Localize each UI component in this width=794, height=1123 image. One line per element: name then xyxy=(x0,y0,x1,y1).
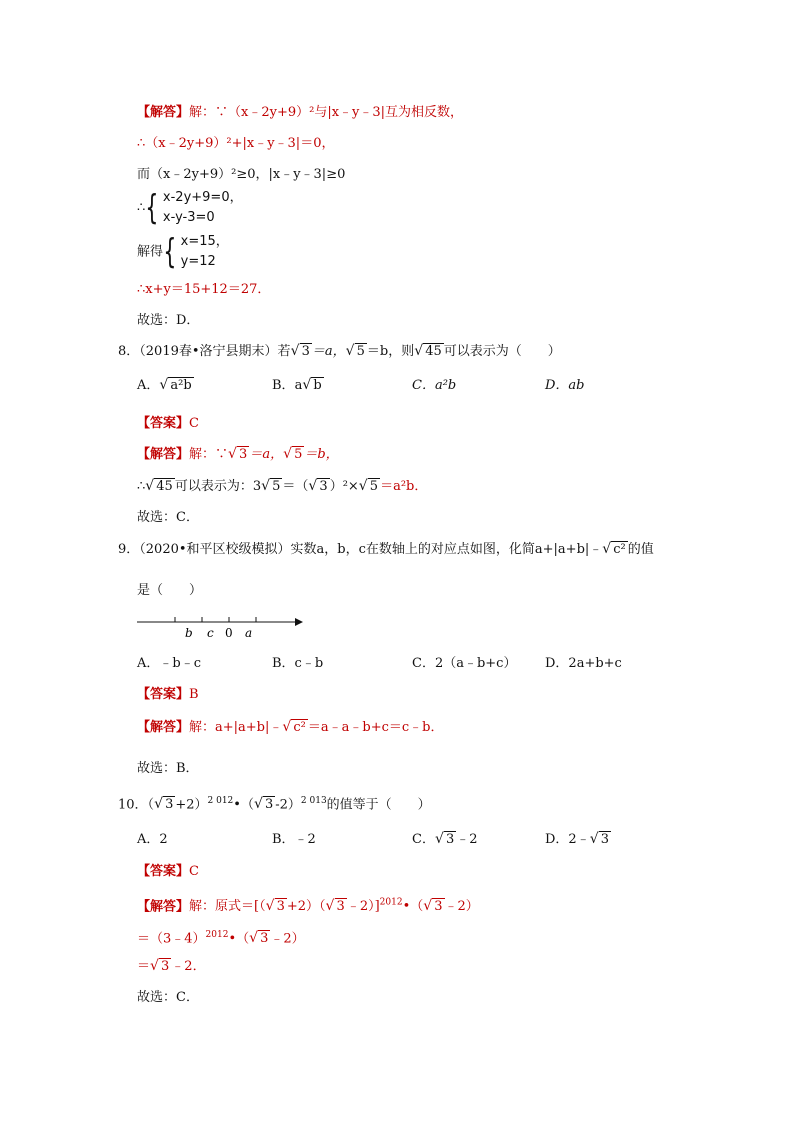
label-a: a xyxy=(245,626,253,640)
label-b: b xyxy=(185,626,193,640)
option-d: D．2a+b+c xyxy=(545,656,622,671)
q10-choose: 故选：C． xyxy=(137,990,199,1005)
option-d: D．ab xyxy=(545,378,585,393)
q7-solution-line2: ∴（x﹣2y+9）²+|x﹣y﹣3|＝0， xyxy=(137,136,335,151)
q10-answer: 【答案】C xyxy=(137,864,199,879)
q7-solution-line3: 而（x﹣2y+9）²≥0，|x﹣y﹣3|≥0 xyxy=(137,167,346,182)
sqrt-expr: √ 5 xyxy=(346,343,367,361)
option-a: A．﹣b﹣c xyxy=(137,656,201,671)
option-b: B．a√ b xyxy=(272,377,324,395)
equation: x=15 xyxy=(180,234,216,249)
q8-choose: 故选：C． xyxy=(137,510,199,525)
option-a: A．√ a²b xyxy=(137,377,194,395)
q8-solution-line2: ∴√ 45 可以表示为：3√ 5 ＝（√ 3 ）²×√ 5 ＝a²b． xyxy=(137,478,427,496)
label-c: c xyxy=(207,626,214,640)
q9-answer: 【答案】B xyxy=(137,687,199,702)
option-b: B．c﹣b xyxy=(272,656,324,671)
sqrt-expr: √ 3 xyxy=(291,343,312,361)
equation: x-y-3=0 xyxy=(162,210,215,225)
q7-choose: 故选：D． xyxy=(137,313,200,328)
q9-stem: 9．（2020•和平区校级模拟）实数a，b，c在数轴上的对应点如图，化简a+|a+b|﹣√ c² 的值 xyxy=(118,541,654,559)
q8-stem: 8．（2019春•洛宁县期末）若√ 3 ＝a，√ 5 ＝b，则√ 45 可以表示为（ ） xyxy=(118,343,561,361)
label-zero: 0 xyxy=(225,626,233,640)
equation: y=12 xyxy=(180,254,216,269)
q7-system-solution: 解得{ x=15， y=12 xyxy=(137,232,229,272)
q10-solution-line3: ＝√ 3 ﹣2． xyxy=(137,958,206,976)
solution-tag: 【解答】 xyxy=(137,105,190,120)
solution-text: 解：∵（x﹣2y+9）²与|x﹣y﹣3|互为相反数， xyxy=(189,105,464,120)
q7-result: ∴x+y＝15+12＝27． xyxy=(137,282,271,297)
q8-answer: 【答案】C xyxy=(137,416,199,431)
option-b: B．﹣2 xyxy=(272,832,316,847)
option-c: C．a²b xyxy=(412,378,457,393)
q9-stem-line2: 是（ ） xyxy=(137,583,203,598)
q9-choose: 故选：B． xyxy=(137,761,199,776)
option-c: C．√ 3 ﹣2 xyxy=(412,831,478,849)
q10-solution-line2: ＝（3﹣4）$^{2012}$•（√ 3 ﹣2） xyxy=(137,926,305,948)
equation: x-2y+9=0 xyxy=(162,190,230,205)
sqrt-expr: √ 45 xyxy=(414,343,444,361)
option-d: D．2﹣√ 3 xyxy=(545,831,611,849)
number-line-arrow xyxy=(295,618,303,626)
q7-solution-line1 xyxy=(137,104,463,122)
q8-solution-line1: 【解答】解：∵√ 3 ＝a，√ 5 ＝b， xyxy=(137,446,339,464)
q10-solution-line1: 【解答】解：原式＝[（√ 3 +2）（√ 3 ﹣2）]$^{2012}$•（√ 3 ﹣2） xyxy=(137,894,479,916)
q7-system-equations: ∴{ x-2y+9=0， x-y-3=0 xyxy=(137,188,243,228)
option-c: C．2（a﹣b+c） xyxy=(412,656,517,671)
number-line-diagram xyxy=(137,612,307,644)
q10-stem: 10．（√ 3 +2）$^{2 012}$•（√ 3 -2）$^{2 013}$的值等于（ ） xyxy=(118,792,431,814)
q9-solution: 【解答】解：a+|a+b|﹣√ c² ＝a﹣a﹣b+c＝c﹣b． xyxy=(137,719,444,737)
option-a: A．2 xyxy=(137,832,168,847)
